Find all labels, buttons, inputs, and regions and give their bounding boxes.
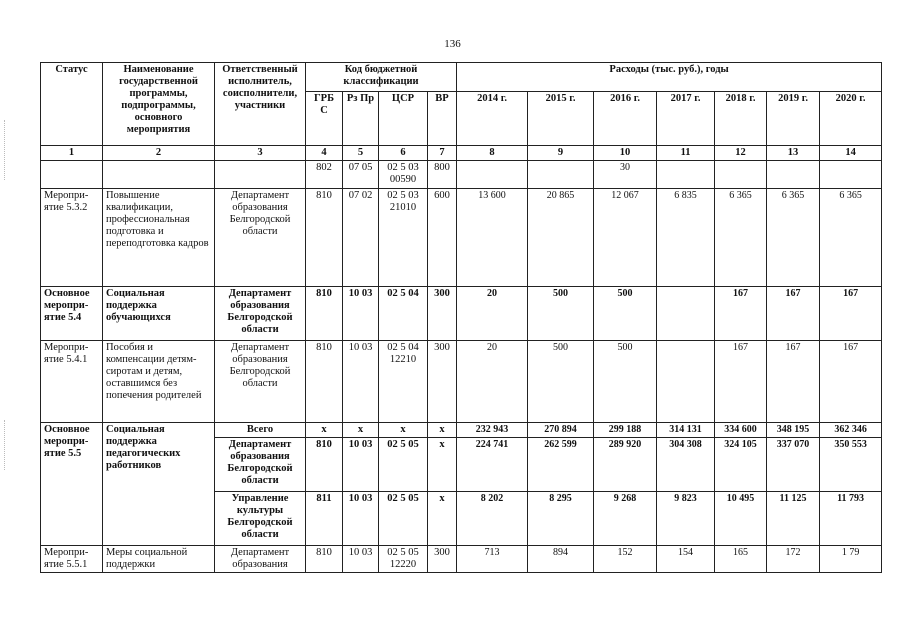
header-budget-code: Код бюджетной классификации (306, 63, 457, 92)
cell-responsible: Департамент образования Белгородской области (215, 189, 306, 287)
column-number: 11 (657, 146, 715, 161)
cell-2019: 6 365 (767, 189, 820, 287)
scan-artifact (4, 120, 6, 180)
column-number: 14 (820, 146, 882, 161)
column-number: 12 (715, 146, 767, 161)
cell-grbs: 810 (306, 189, 343, 287)
cell-grbs: 811 (306, 492, 343, 546)
cell-status: Основное меропри-ятие 5.5 (41, 423, 103, 546)
table-row (41, 423, 882, 438)
cell-2020: 362 346 (820, 423, 882, 438)
cell-csr: х (379, 423, 428, 438)
header-year: 2019 г. (767, 92, 820, 146)
cell-2015: 8 295 (528, 492, 594, 546)
cell-2020 (820, 161, 882, 189)
header-year: 2015 г. (528, 92, 594, 146)
cell-name: Социальная поддержка педагогических работников (103, 423, 215, 546)
cell-2019: 337 070 (767, 438, 820, 492)
table-row (41, 546, 882, 573)
cell-rzpr: 10 03 (343, 546, 379, 573)
column-number-row (41, 146, 882, 161)
cell-2015: 894 (528, 546, 594, 573)
cell-2016: 289 920 (594, 438, 657, 492)
cell-2019 (767, 161, 820, 189)
column-number: 5 (343, 146, 379, 161)
column-number: 7 (428, 146, 457, 161)
cell-responsible (215, 161, 306, 189)
cell-2020: 167 (820, 341, 882, 423)
cell-2018 (715, 161, 767, 189)
header-grbs: ГРБ С (306, 92, 343, 146)
cell-2019: 172 (767, 546, 820, 573)
cell-2015: 20 865 (528, 189, 594, 287)
cell-2018: 334 600 (715, 423, 767, 438)
cell-rzpr: 10 03 (343, 341, 379, 423)
cell-2020: 350 553 (820, 438, 882, 492)
header-year: 2014 г. (457, 92, 528, 146)
cell-2017 (657, 341, 715, 423)
cell-2014: 20 (457, 287, 528, 341)
cell-responsible: Департамент образования Белгородской области (215, 341, 306, 423)
cell-status (41, 161, 103, 189)
cell-rzpr: 10 03 (343, 492, 379, 546)
cell-2014: 20 (457, 341, 528, 423)
cell-2017: 9 823 (657, 492, 715, 546)
cell-grbs: 810 (306, 287, 343, 341)
cell-2017: 6 835 (657, 189, 715, 287)
cell-2020: 6 365 (820, 189, 882, 287)
header-responsible: Ответственный исполнитель, соисполнители, участники (215, 63, 306, 146)
cell-vr: х (428, 438, 457, 492)
cell-2017: 314 131 (657, 423, 715, 438)
cell-vr: 300 (428, 341, 457, 423)
cell-2020: 1 79 (820, 546, 882, 573)
cell-grbs: 810 (306, 546, 343, 573)
cell-name: Социальная поддержка обучающихся (103, 287, 215, 341)
cell-2015 (528, 161, 594, 189)
cell-grbs: 802 (306, 161, 343, 189)
cell-csr: 02 5 05 (379, 438, 428, 492)
cell-grbs: 810 (306, 341, 343, 423)
scan-artifact (4, 420, 6, 470)
cell-name: Меры социальной поддержки (103, 546, 215, 573)
cell-vr: х (428, 423, 457, 438)
cell-2016: 299 188 (594, 423, 657, 438)
cell-2020: 167 (820, 287, 882, 341)
table-row (41, 287, 882, 341)
cell-2018: 10 495 (715, 492, 767, 546)
cell-2017 (657, 287, 715, 341)
cell-vr: 300 (428, 287, 457, 341)
budget-table (40, 62, 882, 573)
cell-status: Меропри-ятие 5.4.1 (41, 341, 103, 423)
cell-rzpr: х (343, 423, 379, 438)
cell-2014: 8 202 (457, 492, 528, 546)
cell-2019: 11 125 (767, 492, 820, 546)
header-year: 2017 г. (657, 92, 715, 146)
cell-2018: 167 (715, 287, 767, 341)
cell-name: Пособия и компенсации детям-сиротам и детям, оставшимся без попечения родителей (103, 341, 215, 423)
cell-2017: 304 308 (657, 438, 715, 492)
cell-status: Меропри-ятие 5.3.2 (41, 189, 103, 287)
cell-name (103, 161, 215, 189)
cell-vr: 300 (428, 546, 457, 573)
cell-2018: 165 (715, 546, 767, 573)
header-vr: ВР (428, 92, 457, 146)
cell-2016: 152 (594, 546, 657, 573)
column-number: 4 (306, 146, 343, 161)
cell-2014: 232 943 (457, 423, 528, 438)
cell-grbs: х (306, 423, 343, 438)
table-row (41, 189, 882, 287)
cell-csr: 02 5 03 00590 (379, 161, 428, 189)
header-year: 2016 г. (594, 92, 657, 146)
cell-responsible: Департамент образования Белгородской области (215, 438, 306, 492)
cell-2016: 12 067 (594, 189, 657, 287)
cell-2015: 500 (528, 341, 594, 423)
cell-2014 (457, 161, 528, 189)
cell-2016: 30 (594, 161, 657, 189)
header-status: Статус (41, 63, 103, 146)
header-year: 2018 г. (715, 92, 767, 146)
cell-rzpr: 10 03 (343, 287, 379, 341)
cell-responsible: Департамент образования Белгородской области (215, 287, 306, 341)
header-rzpr: Рз Пр (343, 92, 379, 146)
cell-2014: 13 600 (457, 189, 528, 287)
cell-2020: 11 793 (820, 492, 882, 546)
column-number: 13 (767, 146, 820, 161)
column-number: 9 (528, 146, 594, 161)
cell-grbs: 810 (306, 438, 343, 492)
column-number: 3 (215, 146, 306, 161)
cell-name: Повышение квалификации, профессиональная подготовка и переподготовка кадров (103, 189, 215, 287)
cell-2019: 348 195 (767, 423, 820, 438)
cell-2015: 500 (528, 287, 594, 341)
cell-vr: 600 (428, 189, 457, 287)
column-number: 8 (457, 146, 528, 161)
table-row (41, 341, 882, 423)
cell-csr: 02 5 04 (379, 287, 428, 341)
cell-2018: 167 (715, 341, 767, 423)
column-number: 2 (103, 146, 215, 161)
cell-2017: 154 (657, 546, 715, 573)
cell-status: Меропри-ятие 5.5.1 (41, 546, 103, 573)
cell-2015: 262 599 (528, 438, 594, 492)
cell-2017 (657, 161, 715, 189)
cell-rzpr: 07 02 (343, 189, 379, 287)
cell-responsible: Управление культуры Белгородской области (215, 492, 306, 546)
page-number: 136 (444, 38, 461, 50)
cell-responsible: Всего (215, 423, 306, 438)
cell-csr: 02 5 03 21010 (379, 189, 428, 287)
cell-2019: 167 (767, 341, 820, 423)
cell-2016: 9 268 (594, 492, 657, 546)
column-number: 6 (379, 146, 428, 161)
cell-csr: 02 5 04 12210 (379, 341, 428, 423)
cell-2014: 713 (457, 546, 528, 573)
cell-2016: 500 (594, 341, 657, 423)
header-row-top (41, 63, 882, 92)
cell-status: Основное меропри-ятие 5.4 (41, 287, 103, 341)
cell-2014: 224 741 (457, 438, 528, 492)
cell-csr: 02 5 05 12220 (379, 546, 428, 573)
cell-csr: 02 5 05 (379, 492, 428, 546)
cell-vr: х (428, 492, 457, 546)
cell-rzpr: 07 05 (343, 161, 379, 189)
cell-2018: 324 105 (715, 438, 767, 492)
cell-2015: 270 894 (528, 423, 594, 438)
cell-2016: 500 (594, 287, 657, 341)
header-expenses: Расходы (тыс. руб.), годы (457, 63, 882, 92)
cell-2018: 6 365 (715, 189, 767, 287)
column-number: 1 (41, 146, 103, 161)
header-csr: ЦСР (379, 92, 428, 146)
cell-vr: 800 (428, 161, 457, 189)
cell-rzpr: 10 03 (343, 438, 379, 492)
header-year: 2020 г. (820, 92, 882, 146)
column-number: 10 (594, 146, 657, 161)
table-row (41, 161, 882, 189)
cell-2019: 167 (767, 287, 820, 341)
header-name: Наименование государственной программы, подпрограммы, основного мероприятия (103, 63, 215, 146)
cell-responsible: Департамент образования (215, 546, 306, 573)
